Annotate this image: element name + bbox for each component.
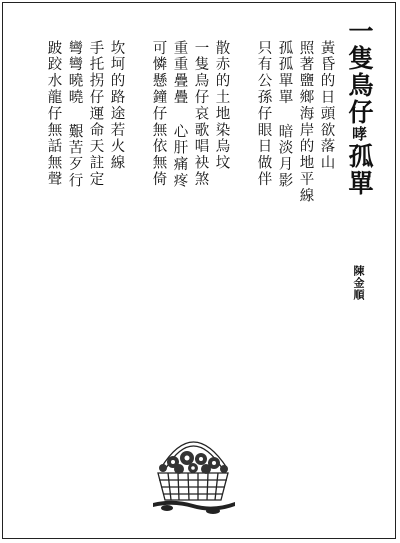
title-particle: 哮 (350, 126, 368, 143)
flower-basket-illustration (143, 418, 243, 516)
poem-line: 重重疊疊 心肝痛疼 (171, 40, 188, 190)
title-main: 一隻鳥仔 (345, 18, 374, 126)
poem-line: 可憐懸鐘仔無依無倚 (150, 40, 167, 188)
title-end: 孤單 (345, 143, 374, 197)
poem-line: 只有公孫仔眼日做伴 (255, 40, 272, 188)
poem-line: 手托拐仔運命天註定 (87, 40, 104, 188)
poem-line: 黃昏的日頭欲落山 (318, 40, 335, 172)
author-name: 陳金順 (352, 265, 365, 301)
poem-line: 坎坷的路途若火線 (108, 40, 125, 172)
poem-line: 彎彎曉曉 艱苦歹行 (66, 40, 83, 190)
poem-line: 一隻鳥仔哀歌唱袂煞 (192, 40, 209, 188)
poem-line: 散赤的土地染烏坟 (213, 40, 230, 172)
poem-line: 跛跤水龍仔無話無聲 (45, 40, 62, 188)
poem-line: 照著鹽鄉海岸的地平線 (297, 40, 314, 204)
poem-title (347, 18, 372, 197)
poem-line: 孤孤單單 暗淡月影 (276, 40, 293, 190)
